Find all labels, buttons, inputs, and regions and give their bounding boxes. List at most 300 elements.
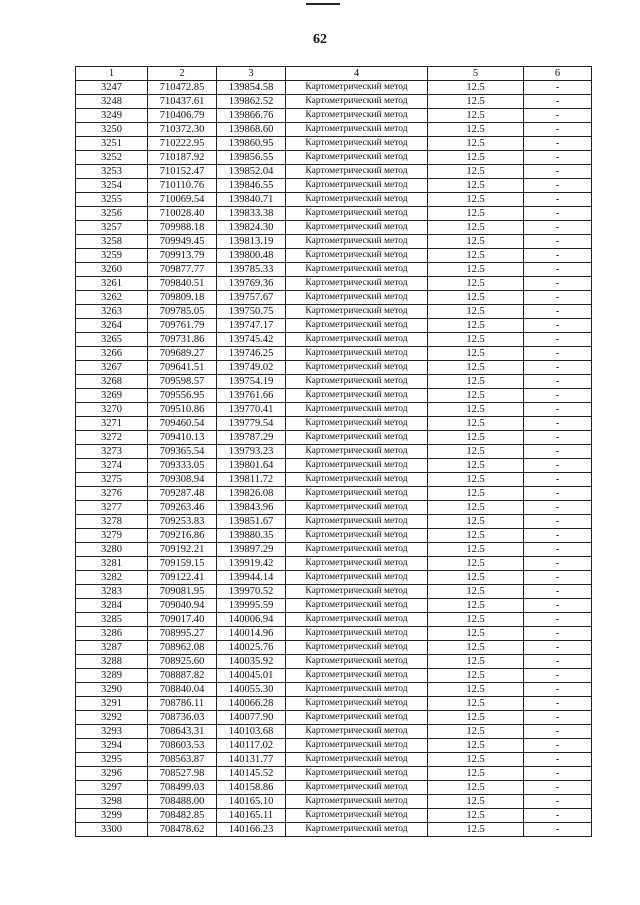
- point-number-cell: 3276: [76, 487, 148, 501]
- table-row: [76, 655, 592, 669]
- x-coordinate-cell: 708887.82: [148, 669, 217, 683]
- accuracy-cell: 12.5: [428, 557, 524, 571]
- method-cell: Картометрический метод: [286, 221, 428, 235]
- note-cell: -: [524, 683, 592, 697]
- table-row: [76, 221, 592, 235]
- note-cell: -: [524, 137, 592, 151]
- accuracy-cell: 12.5: [428, 123, 524, 137]
- note-cell: -: [524, 627, 592, 641]
- method-cell: Картометрический метод: [286, 389, 428, 403]
- x-coordinate-cell: 709253.83: [148, 515, 217, 529]
- method-cell: Картометрический метод: [286, 613, 428, 627]
- point-number-cell: 3258: [76, 235, 148, 249]
- point-number-cell: 3260: [76, 263, 148, 277]
- note-cell: -: [524, 291, 592, 305]
- x-coordinate-cell: 708499.03: [148, 781, 217, 795]
- table-row: [76, 571, 592, 585]
- note-cell: -: [524, 221, 592, 235]
- method-cell: Картометрический метод: [286, 165, 428, 179]
- table-row: [76, 95, 592, 109]
- accuracy-cell: 12.5: [428, 655, 524, 669]
- x-coordinate-cell: 709949.45: [148, 235, 217, 249]
- accuracy-cell: 12.5: [428, 431, 524, 445]
- x-coordinate-cell: 710110.76: [148, 179, 217, 193]
- x-coordinate-cell: 709510.86: [148, 403, 217, 417]
- table-row: [76, 151, 592, 165]
- point-number-cell: 3283: [76, 585, 148, 599]
- accuracy-cell: 12.5: [428, 795, 524, 809]
- point-number-cell: 3254: [76, 179, 148, 193]
- table-row: [76, 109, 592, 123]
- y-coordinate-cell: 140103.68: [217, 725, 286, 739]
- table-row: [76, 725, 592, 739]
- accuracy-cell: 12.5: [428, 347, 524, 361]
- table-row: [76, 711, 592, 725]
- accuracy-cell: 12.5: [428, 95, 524, 109]
- table-row: [76, 193, 592, 207]
- top-rule: [306, 3, 340, 5]
- accuracy-cell: 12.5: [428, 361, 524, 375]
- y-coordinate-cell: 139826.08: [217, 487, 286, 501]
- method-cell: Картометрический метод: [286, 249, 428, 263]
- accuracy-cell: 12.5: [428, 249, 524, 263]
- accuracy-cell: 12.5: [428, 235, 524, 249]
- note-cell: -: [524, 739, 592, 753]
- x-coordinate-cell: 709410.13: [148, 431, 217, 445]
- note-cell: -: [524, 403, 592, 417]
- y-coordinate-cell: 139769.36: [217, 277, 286, 291]
- table-row: [76, 305, 592, 319]
- x-coordinate-cell: 708488.00: [148, 795, 217, 809]
- method-cell: Картометрический метод: [286, 585, 428, 599]
- point-number-cell: 3248: [76, 95, 148, 109]
- table-row: [76, 165, 592, 179]
- table-row: [76, 641, 592, 655]
- table-row: [76, 557, 592, 571]
- accuracy-cell: 12.5: [428, 599, 524, 613]
- column-header: 4: [286, 67, 428, 81]
- method-cell: Картометрический метод: [286, 151, 428, 165]
- y-coordinate-cell: 139862.52: [217, 95, 286, 109]
- method-cell: Картометрический метод: [286, 277, 428, 291]
- coordinates-table: [75, 66, 592, 837]
- method-cell: Картометрический метод: [286, 305, 428, 319]
- note-cell: -: [524, 501, 592, 515]
- note-cell: -: [524, 95, 592, 109]
- point-number-cell: 3270: [76, 403, 148, 417]
- note-cell: -: [524, 599, 592, 613]
- point-number-cell: 3253: [76, 165, 148, 179]
- table-row: [76, 795, 592, 809]
- x-coordinate-cell: 708786.11: [148, 697, 217, 711]
- x-coordinate-cell: 709840.51: [148, 277, 217, 291]
- y-coordinate-cell: 139746.25: [217, 347, 286, 361]
- point-number-cell: 3274: [76, 459, 148, 473]
- point-number-cell: 3256: [76, 207, 148, 221]
- method-cell: Картометрический метод: [286, 571, 428, 585]
- table-row: [76, 347, 592, 361]
- note-cell: -: [524, 809, 592, 823]
- table-row: [76, 431, 592, 445]
- x-coordinate-cell: 709017.40: [148, 613, 217, 627]
- point-number-cell: 3247: [76, 81, 148, 95]
- y-coordinate-cell: 139897.29: [217, 543, 286, 557]
- note-cell: -: [524, 487, 592, 501]
- x-coordinate-cell: 708603.53: [148, 739, 217, 753]
- point-number-cell: 3299: [76, 809, 148, 823]
- x-coordinate-cell: 709460.54: [148, 417, 217, 431]
- accuracy-cell: 12.5: [428, 543, 524, 557]
- y-coordinate-cell: 140117.02: [217, 739, 286, 753]
- x-coordinate-cell: 708482.85: [148, 809, 217, 823]
- y-coordinate-cell: 139824.30: [217, 221, 286, 235]
- method-cell: Картометрический метод: [286, 529, 428, 543]
- method-cell: Картометрический метод: [286, 641, 428, 655]
- y-coordinate-cell: 139757.67: [217, 291, 286, 305]
- x-coordinate-cell: 709809.18: [148, 291, 217, 305]
- method-cell: Картометрический метод: [286, 193, 428, 207]
- x-coordinate-cell: 710187.92: [148, 151, 217, 165]
- accuracy-cell: 12.5: [428, 515, 524, 529]
- method-cell: Картометрический метод: [286, 557, 428, 571]
- y-coordinate-cell: 139779.54: [217, 417, 286, 431]
- table-row: [76, 683, 592, 697]
- note-cell: -: [524, 641, 592, 655]
- method-cell: Картометрический метод: [286, 123, 428, 137]
- note-cell: -: [524, 669, 592, 683]
- x-coordinate-cell: 710437.61: [148, 95, 217, 109]
- point-number-cell: 3265: [76, 333, 148, 347]
- y-coordinate-cell: 140055.30: [217, 683, 286, 697]
- y-coordinate-cell: 139919.42: [217, 557, 286, 571]
- accuracy-cell: 12.5: [428, 627, 524, 641]
- x-coordinate-cell: 709785.05: [148, 305, 217, 319]
- note-cell: -: [524, 459, 592, 473]
- note-cell: -: [524, 711, 592, 725]
- point-number-cell: 3252: [76, 151, 148, 165]
- note-cell: -: [524, 585, 592, 599]
- note-cell: -: [524, 613, 592, 627]
- page-number: 62: [313, 32, 327, 47]
- y-coordinate-cell: 139761.66: [217, 389, 286, 403]
- method-cell: Картометрический метод: [286, 81, 428, 95]
- y-coordinate-cell: 139770.41: [217, 403, 286, 417]
- x-coordinate-cell: 710406.79: [148, 109, 217, 123]
- point-number-cell: 3267: [76, 361, 148, 375]
- note-cell: -: [524, 151, 592, 165]
- x-coordinate-cell: 708478.62: [148, 823, 217, 837]
- x-coordinate-cell: 709333.05: [148, 459, 217, 473]
- x-coordinate-cell: 709216.86: [148, 529, 217, 543]
- point-number-cell: 3294: [76, 739, 148, 753]
- table-row: [76, 123, 592, 137]
- note-cell: -: [524, 767, 592, 781]
- y-coordinate-cell: 140014.96: [217, 627, 286, 641]
- accuracy-cell: 12.5: [428, 823, 524, 837]
- y-coordinate-cell: 140158.86: [217, 781, 286, 795]
- method-cell: Картометрический метод: [286, 95, 428, 109]
- point-number-cell: 3295: [76, 753, 148, 767]
- x-coordinate-cell: 709641.51: [148, 361, 217, 375]
- accuracy-cell: 12.5: [428, 683, 524, 697]
- y-coordinate-cell: 139860.95: [217, 137, 286, 151]
- note-cell: -: [524, 515, 592, 529]
- x-coordinate-cell: 710372.30: [148, 123, 217, 137]
- accuracy-cell: 12.5: [428, 137, 524, 151]
- note-cell: -: [524, 263, 592, 277]
- point-number-cell: 3277: [76, 501, 148, 515]
- point-number-cell: 3284: [76, 599, 148, 613]
- method-cell: Картометрический метод: [286, 669, 428, 683]
- y-coordinate-cell: 140166.23: [217, 823, 286, 837]
- point-number-cell: 3273: [76, 445, 148, 459]
- method-cell: Картометрический метод: [286, 711, 428, 725]
- x-coordinate-cell: 708840.04: [148, 683, 217, 697]
- point-number-cell: 3264: [76, 319, 148, 333]
- y-coordinate-cell: 139843.96: [217, 501, 286, 515]
- y-coordinate-cell: 139995.59: [217, 599, 286, 613]
- y-coordinate-cell: 139944.14: [217, 571, 286, 585]
- method-cell: Картометрический метод: [286, 431, 428, 445]
- note-cell: -: [524, 431, 592, 445]
- point-number-cell: 3291: [76, 697, 148, 711]
- point-number-cell: 3279: [76, 529, 148, 543]
- accuracy-cell: 12.5: [428, 767, 524, 781]
- note-cell: -: [524, 109, 592, 123]
- method-cell: Картометрический метод: [286, 333, 428, 347]
- y-coordinate-cell: 139754.19: [217, 375, 286, 389]
- accuracy-cell: 12.5: [428, 781, 524, 795]
- point-number-cell: 3285: [76, 613, 148, 627]
- y-coordinate-cell: 140145.52: [217, 767, 286, 781]
- column-header: 5: [428, 67, 524, 81]
- table-row: [76, 361, 592, 375]
- note-cell: -: [524, 123, 592, 137]
- method-cell: Картометрический метод: [286, 767, 428, 781]
- point-number-cell: 3261: [76, 277, 148, 291]
- method-cell: Картометрический метод: [286, 291, 428, 305]
- note-cell: -: [524, 305, 592, 319]
- table-row: [76, 417, 592, 431]
- accuracy-cell: 12.5: [428, 697, 524, 711]
- table-row: [76, 739, 592, 753]
- x-coordinate-cell: 710028.40: [148, 207, 217, 221]
- y-coordinate-cell: 140025.76: [217, 641, 286, 655]
- table-row: [76, 277, 592, 291]
- point-number-cell: 3255: [76, 193, 148, 207]
- x-coordinate-cell: 710152.47: [148, 165, 217, 179]
- accuracy-cell: 12.5: [428, 417, 524, 431]
- accuracy-cell: 12.5: [428, 473, 524, 487]
- point-number-cell: 3251: [76, 137, 148, 151]
- note-cell: -: [524, 165, 592, 179]
- note-cell: -: [524, 193, 592, 207]
- x-coordinate-cell: 708962.08: [148, 641, 217, 655]
- table-row: [76, 809, 592, 823]
- note-cell: -: [524, 347, 592, 361]
- point-number-cell: 3259: [76, 249, 148, 263]
- x-coordinate-cell: 709287.48: [148, 487, 217, 501]
- x-coordinate-cell: 709761.79: [148, 319, 217, 333]
- column-header: 3: [217, 67, 286, 81]
- y-coordinate-cell: 139840.71: [217, 193, 286, 207]
- note-cell: -: [524, 473, 592, 487]
- y-coordinate-cell: 139833.38: [217, 207, 286, 221]
- x-coordinate-cell: 708736.03: [148, 711, 217, 725]
- accuracy-cell: 12.5: [428, 641, 524, 655]
- table-row: [76, 389, 592, 403]
- x-coordinate-cell: 709365.54: [148, 445, 217, 459]
- note-cell: -: [524, 529, 592, 543]
- point-number-cell: 3249: [76, 109, 148, 123]
- x-coordinate-cell: 709192.21: [148, 543, 217, 557]
- y-coordinate-cell: 139800.48: [217, 249, 286, 263]
- column-header: 6: [524, 67, 592, 81]
- table-row: [76, 781, 592, 795]
- y-coordinate-cell: 139793.23: [217, 445, 286, 459]
- point-number-cell: 3269: [76, 389, 148, 403]
- point-number-cell: 3263: [76, 305, 148, 319]
- y-coordinate-cell: 139880.35: [217, 529, 286, 543]
- note-cell: -: [524, 725, 592, 739]
- method-cell: Картометрический метод: [286, 823, 428, 837]
- point-number-cell: 3296: [76, 767, 148, 781]
- note-cell: -: [524, 333, 592, 347]
- accuracy-cell: 12.5: [428, 585, 524, 599]
- table-row: [76, 249, 592, 263]
- y-coordinate-cell: 139747.17: [217, 319, 286, 333]
- method-cell: Картометрический метод: [286, 109, 428, 123]
- method-cell: Картометрический метод: [286, 487, 428, 501]
- table-row: [76, 501, 592, 515]
- accuracy-cell: 12.5: [428, 81, 524, 95]
- table-body: [76, 81, 592, 837]
- column-header: 2: [148, 67, 217, 81]
- method-cell: Картометрический метод: [286, 753, 428, 767]
- accuracy-cell: 12.5: [428, 305, 524, 319]
- point-number-cell: 3278: [76, 515, 148, 529]
- y-coordinate-cell: 139785.33: [217, 263, 286, 277]
- y-coordinate-cell: 139856.55: [217, 151, 286, 165]
- accuracy-cell: 12.5: [428, 753, 524, 767]
- accuracy-cell: 12.5: [428, 165, 524, 179]
- method-cell: Картометрический метод: [286, 627, 428, 641]
- note-cell: -: [524, 543, 592, 557]
- note-cell: -: [524, 207, 592, 221]
- point-number-cell: 3280: [76, 543, 148, 557]
- table-row: [76, 81, 592, 95]
- y-coordinate-cell: 139750.75: [217, 305, 286, 319]
- point-number-cell: 3282: [76, 571, 148, 585]
- accuracy-cell: 12.5: [428, 669, 524, 683]
- table-row: [76, 137, 592, 151]
- method-cell: Картометрический метод: [286, 361, 428, 375]
- accuracy-cell: 12.5: [428, 193, 524, 207]
- accuracy-cell: 12.5: [428, 109, 524, 123]
- point-number-cell: 3271: [76, 417, 148, 431]
- accuracy-cell: 12.5: [428, 319, 524, 333]
- table-row: [76, 207, 592, 221]
- point-number-cell: 3288: [76, 655, 148, 669]
- x-coordinate-cell: 709913.79: [148, 249, 217, 263]
- table-row: [76, 473, 592, 487]
- method-cell: Картометрический метод: [286, 473, 428, 487]
- note-cell: -: [524, 417, 592, 431]
- y-coordinate-cell: 140006.94: [217, 613, 286, 627]
- accuracy-cell: 12.5: [428, 487, 524, 501]
- note-cell: -: [524, 445, 592, 459]
- point-number-cell: 3287: [76, 641, 148, 655]
- note-cell: -: [524, 179, 592, 193]
- accuracy-cell: 12.5: [428, 501, 524, 515]
- point-number-cell: 3290: [76, 683, 148, 697]
- method-cell: Картометрический метод: [286, 459, 428, 473]
- accuracy-cell: 12.5: [428, 389, 524, 403]
- x-coordinate-cell: 709556.95: [148, 389, 217, 403]
- column-header: 1: [76, 67, 148, 81]
- method-cell: Картометрический метод: [286, 781, 428, 795]
- accuracy-cell: 12.5: [428, 277, 524, 291]
- method-cell: Картометрический метод: [286, 179, 428, 193]
- method-cell: Картометрический метод: [286, 655, 428, 669]
- table-row: [76, 599, 592, 613]
- x-coordinate-cell: 708563.87: [148, 753, 217, 767]
- note-cell: -: [524, 781, 592, 795]
- table-row: [76, 543, 592, 557]
- method-cell: Картометрический метод: [286, 347, 428, 361]
- x-coordinate-cell: 709040.94: [148, 599, 217, 613]
- x-coordinate-cell: 708527.98: [148, 767, 217, 781]
- table-row: [76, 753, 592, 767]
- y-coordinate-cell: 140165.10: [217, 795, 286, 809]
- y-coordinate-cell: 139846.55: [217, 179, 286, 193]
- table-row: [76, 291, 592, 305]
- note-cell: -: [524, 277, 592, 291]
- accuracy-cell: 12.5: [428, 613, 524, 627]
- x-coordinate-cell: 709159.15: [148, 557, 217, 571]
- table-row: [76, 333, 592, 347]
- note-cell: -: [524, 557, 592, 571]
- accuracy-cell: 12.5: [428, 459, 524, 473]
- accuracy-cell: 12.5: [428, 151, 524, 165]
- y-coordinate-cell: 139866.76: [217, 109, 286, 123]
- method-cell: Картометрический метод: [286, 739, 428, 753]
- y-coordinate-cell: 140035.92: [217, 655, 286, 669]
- x-coordinate-cell: 709988.18: [148, 221, 217, 235]
- table-row: [76, 529, 592, 543]
- method-cell: Картометрический метод: [286, 235, 428, 249]
- x-coordinate-cell: 708995.27: [148, 627, 217, 641]
- note-cell: -: [524, 795, 592, 809]
- table-row: [76, 823, 592, 837]
- note-cell: -: [524, 235, 592, 249]
- method-cell: Картометрический метод: [286, 263, 428, 277]
- point-number-cell: 3250: [76, 123, 148, 137]
- x-coordinate-cell: 709877.77: [148, 263, 217, 277]
- y-coordinate-cell: 140077.90: [217, 711, 286, 725]
- table-row: [76, 767, 592, 781]
- x-coordinate-cell: 709731.86: [148, 333, 217, 347]
- x-coordinate-cell: 709122.41: [148, 571, 217, 585]
- table-row: [76, 613, 592, 627]
- table-row: [76, 179, 592, 193]
- table-row: [76, 585, 592, 599]
- point-number-cell: 3257: [76, 221, 148, 235]
- method-cell: Картометрический метод: [286, 683, 428, 697]
- note-cell: -: [524, 81, 592, 95]
- accuracy-cell: 12.5: [428, 445, 524, 459]
- method-cell: Картометрический метод: [286, 137, 428, 151]
